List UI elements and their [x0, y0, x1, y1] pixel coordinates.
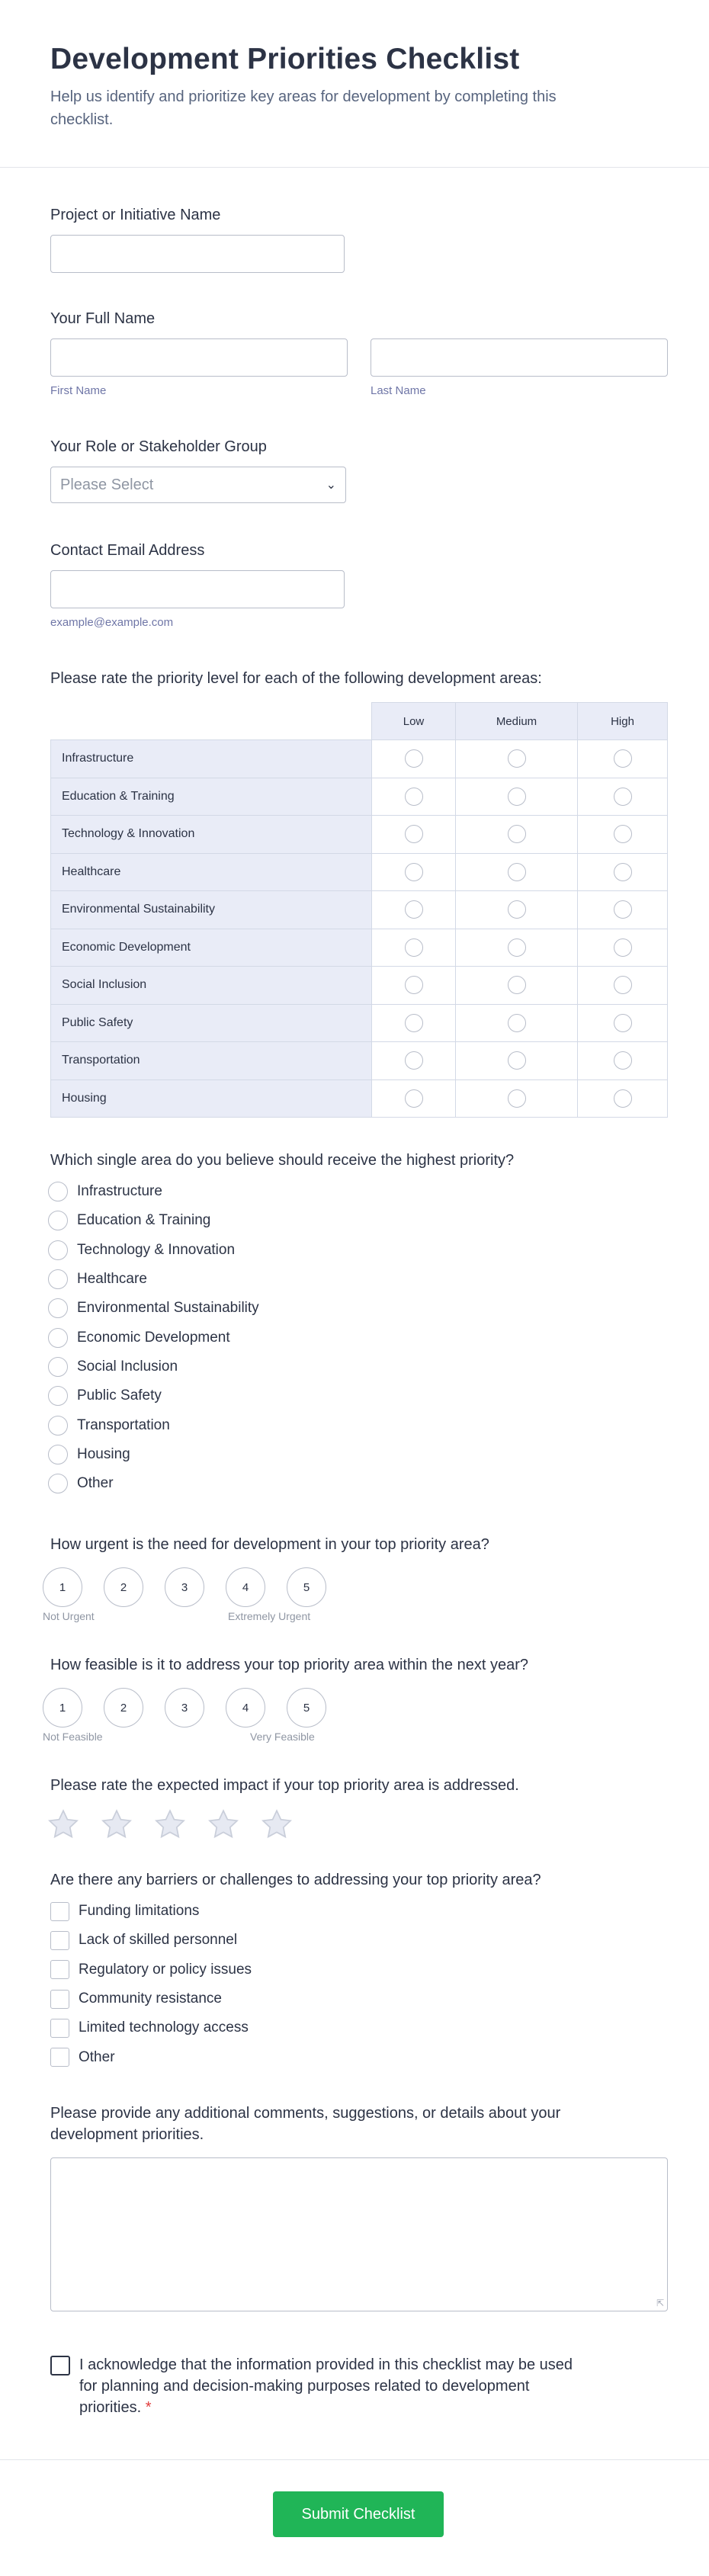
matrix-radio-medium[interactable]: [508, 1051, 526, 1070]
matrix-col-medium: Medium: [456, 703, 578, 740]
barriers-label: Are there any barriers or challenges to addressing your top priority area?: [50, 1872, 541, 1888]
matrix-radio-low[interactable]: [405, 976, 423, 994]
star-icon[interactable]: [154, 1808, 186, 1844]
checkbox[interactable]: [50, 1990, 69, 2009]
top-area-option[interactable]: [48, 1265, 668, 1294]
matrix-row-label: Education & Training: [51, 778, 372, 816]
top-area-option[interactable]: [48, 1469, 668, 1498]
matrix-radio-high[interactable]: [614, 825, 632, 843]
project-input[interactable]: [50, 235, 345, 273]
radio-button[interactable]: [48, 1269, 68, 1289]
matrix-cell: [578, 1004, 668, 1042]
matrix-row-label: Public Safety: [51, 1004, 372, 1042]
matrix-row: [51, 816, 668, 854]
matrix-cell: [372, 853, 456, 891]
matrix-radio-high[interactable]: [614, 976, 632, 994]
full-name-label: Your Full Name: [50, 310, 156, 327]
option-label: Funding limitations: [79, 1903, 200, 1920]
option-label: Other: [77, 1475, 114, 1492]
submit-button[interactable]: Submit Checklist: [273, 2491, 444, 2537]
checkbox[interactable]: [50, 1902, 69, 1921]
option-label: Housing: [77, 1445, 130, 1462]
option-label: Technology & Innovation: [77, 1241, 236, 1258]
urgency-field: [43, 1534, 668, 1625]
matrix-cell: [456, 1042, 578, 1080]
matrix-radio-low[interactable]: [405, 900, 423, 919]
urgency-option[interactable]: 3: [165, 1567, 204, 1607]
barriers-options: [50, 1897, 668, 2072]
matrix-radio-high[interactable]: [614, 938, 632, 957]
matrix-radio-medium[interactable]: [508, 749, 526, 768]
email-field: [50, 540, 345, 629]
barrier-option[interactable]: [50, 1984, 668, 2013]
matrix-cell: [372, 929, 456, 967]
matrix-radio-high[interactable]: [614, 1014, 632, 1032]
matrix-row-label: Housing: [51, 1079, 372, 1118]
acknowledge-field: [50, 2354, 584, 2418]
option-label: Environmental Sustainability: [77, 1300, 259, 1317]
matrix-row: [51, 1079, 668, 1118]
option-label: Infrastructure: [77, 1183, 162, 1200]
feasibility-field: [43, 1654, 668, 1746]
role-select-placeholder: Please Select: [60, 476, 154, 493]
option-label: Lack of skilled personnel: [79, 1932, 238, 1949]
urgency-high-caption: Extremely Urgent: [228, 1610, 311, 1622]
matrix-cell: [578, 740, 668, 778]
matrix-row: [51, 778, 668, 816]
impact-star-rating: [47, 1808, 668, 1844]
matrix-radio-medium[interactable]: [508, 825, 526, 843]
top-area-option[interactable]: [48, 1294, 668, 1323]
barrier-option[interactable]: [50, 1955, 668, 1984]
matrix-cell: [372, 1079, 456, 1118]
matrix-cell: [456, 740, 578, 778]
barrier-option[interactable]: [50, 2042, 668, 2071]
option-label: Social Inclusion: [77, 1358, 178, 1375]
matrix-row-label: Social Inclusion: [51, 967, 372, 1005]
radio-button[interactable]: [48, 1298, 68, 1318]
matrix-label: Please rate the priority level for each of the following development areas:: [50, 670, 542, 687]
top-area-option[interactable]: [48, 1410, 668, 1439]
option-label: Other: [79, 2048, 115, 2065]
option-label: Limited technology access: [79, 2019, 249, 2036]
matrix-cell: [456, 967, 578, 1005]
radio-button[interactable]: [48, 1182, 68, 1201]
feasibility-high-caption: Very Feasible: [250, 1731, 315, 1743]
urgency-option[interactable]: 2: [104, 1567, 143, 1607]
feasibility-option[interactable]: 5: [287, 1688, 326, 1727]
matrix-cell: [456, 778, 578, 816]
form-footer: [0, 2459, 709, 2576]
project-label: Project or Initiative Name: [50, 207, 221, 223]
radio-button[interactable]: [48, 1240, 68, 1260]
comments-textarea[interactable]: [50, 2157, 668, 2311]
matrix-row: [51, 967, 668, 1005]
top-area-option[interactable]: [48, 1236, 668, 1265]
matrix-cell: [578, 816, 668, 854]
matrix-radio-low[interactable]: [405, 1051, 423, 1070]
matrix-row: [51, 929, 668, 967]
matrix-radio-high[interactable]: [614, 749, 632, 768]
page-subtitle: Help us identify and prioritize key areas for development by completing this checklist.: [50, 88, 557, 128]
matrix-cell: [456, 853, 578, 891]
option-label: Healthcare: [77, 1271, 147, 1288]
last-name-sublabel: Last Name: [371, 384, 426, 397]
matrix-row: [51, 1004, 668, 1042]
matrix-row-label: Transportation: [51, 1042, 372, 1080]
matrix-radio-low[interactable]: [405, 788, 423, 806]
matrix-radio-low[interactable]: [405, 863, 423, 881]
matrix-radio-low[interactable]: [405, 1089, 423, 1108]
impact-label: Please rate the expected impact if your top priority area is addressed.: [50, 1777, 519, 1794]
top-area-option[interactable]: [48, 1177, 668, 1206]
matrix-cell: [456, 816, 578, 854]
matrix-row: [51, 891, 668, 929]
radio-button[interactable]: [48, 1211, 68, 1230]
matrix-radio-medium[interactable]: [508, 938, 526, 957]
matrix-radio-medium[interactable]: [508, 900, 526, 919]
priority-matrix: [50, 702, 668, 1118]
feasibility-label: How feasible is it to address your top priority area within the next year?: [50, 1657, 528, 1673]
role-field: [50, 436, 346, 503]
barriers-field: [50, 1869, 668, 2072]
matrix-cell: [372, 1042, 456, 1080]
chevron-down-icon: ⌄: [326, 479, 336, 492]
top-area-option[interactable]: [48, 1440, 668, 1469]
urgency-option[interactable]: 4: [226, 1567, 265, 1607]
resize-grip-icon[interactable]: ⇱: [656, 2298, 664, 2308]
matrix-radio-high[interactable]: [614, 900, 632, 919]
radio-button[interactable]: [48, 1474, 68, 1493]
comments-label: Please provide any additional comments, suggestions, or details about your development priorities.: [50, 2105, 561, 2143]
barrier-option[interactable]: [50, 1926, 668, 1955]
feasibility-option[interactable]: 3: [165, 1688, 204, 1727]
checkbox[interactable]: [50, 2019, 69, 2038]
page-title: Development Priorities Checklist: [50, 43, 520, 75]
urgency-scale: [43, 1567, 668, 1607]
matrix-cell: [456, 1004, 578, 1042]
option-label: Transportation: [77, 1416, 170, 1433]
matrix-radio-medium[interactable]: [508, 863, 526, 881]
feasibility-option[interactable]: 4: [226, 1688, 265, 1727]
checkbox[interactable]: [50, 2048, 69, 2067]
top-area-field: [50, 1150, 668, 1498]
matrix-cell: [456, 929, 578, 967]
role-label: Your Role or Stakeholder Group: [50, 438, 267, 455]
radio-button[interactable]: [48, 1357, 68, 1377]
matrix-corner: [51, 703, 372, 740]
top-area-option[interactable]: [48, 1323, 668, 1352]
impact-field: [50, 1775, 668, 1844]
top-area-option[interactable]: [48, 1206, 668, 1235]
top-area-option[interactable]: [48, 1381, 668, 1410]
matrix-cell: [578, 1079, 668, 1118]
radio-button[interactable]: [48, 1416, 68, 1436]
matrix-cell: [578, 929, 668, 967]
matrix-cell: [456, 891, 578, 929]
matrix-row: [51, 853, 668, 891]
matrix-radio-medium[interactable]: [508, 1014, 526, 1032]
option-label: Community resistance: [79, 1991, 222, 2007]
checkbox[interactable]: [50, 1931, 69, 1950]
barrier-option[interactable]: [50, 2013, 668, 2042]
top-area-label: Which single area do you believe should receive the highest priority?: [50, 1152, 515, 1169]
matrix-row-label: Economic Development: [51, 929, 372, 967]
matrix-col-low: Low: [372, 703, 456, 740]
option-label: Public Safety: [77, 1387, 162, 1404]
matrix-radio-high[interactable]: [614, 863, 632, 881]
radio-button[interactable]: [48, 1445, 68, 1464]
urgency-label: How urgent is the need for development in your top priority area?: [50, 1536, 489, 1553]
urgency-option[interactable]: 1: [43, 1567, 82, 1607]
matrix-cell: [372, 1004, 456, 1042]
option-label: Economic Development: [77, 1329, 230, 1346]
barrier-option[interactable]: [50, 1897, 668, 1926]
matrix-cell: [456, 1079, 578, 1118]
full-name-field: [50, 308, 668, 397]
matrix-radio-medium[interactable]: [508, 788, 526, 806]
email-input[interactable]: [50, 570, 345, 608]
matrix-radio-low[interactable]: [405, 825, 423, 843]
matrix-row-label: Infrastructure: [51, 740, 372, 778]
matrix-radio-low[interactable]: [405, 1014, 423, 1032]
feasibility-option[interactable]: 2: [104, 1688, 143, 1727]
matrix-radio-medium[interactable]: [508, 976, 526, 994]
urgency-low-caption: Not Urgent: [43, 1610, 95, 1622]
option-label: Education & Training: [77, 1212, 211, 1229]
matrix-row-label: Healthcare: [51, 853, 372, 891]
star-icon[interactable]: [47, 1808, 79, 1844]
first-name-input[interactable]: [50, 338, 348, 377]
matrix-radio-high[interactable]: [614, 788, 632, 806]
checkbox[interactable]: [50, 1960, 69, 1979]
project-field: [50, 204, 345, 273]
last-name-input[interactable]: [371, 338, 668, 377]
matrix-radio-low[interactable]: [405, 938, 423, 957]
matrix-cell: [372, 891, 456, 929]
form-header: [0, 0, 709, 168]
matrix-cell: [578, 967, 668, 1005]
matrix-radio-medium[interactable]: [508, 1089, 526, 1108]
matrix-row: [51, 1042, 668, 1080]
matrix-row-label: Environmental Sustainability: [51, 891, 372, 929]
first-name-sublabel: First Name: [50, 384, 107, 397]
matrix-row: [51, 740, 668, 778]
radio-button[interactable]: [48, 1386, 68, 1406]
star-icon[interactable]: [207, 1808, 239, 1844]
email-label: Contact Email Address: [50, 542, 205, 559]
star-icon[interactable]: [261, 1808, 293, 1844]
urgency-option[interactable]: 5: [287, 1567, 326, 1607]
matrix-cell: [372, 778, 456, 816]
matrix-cell: [578, 778, 668, 816]
feasibility-scale: [43, 1688, 668, 1727]
comments-field: [50, 2103, 668, 2311]
matrix-cell: [372, 967, 456, 1005]
matrix-col-high: High: [578, 703, 668, 740]
matrix-radio-high[interactable]: [614, 1089, 632, 1108]
acknowledge-text: I acknowledge that the information provided in this checklist may be used for planning and decision-making purposes related to development priorities.: [79, 2356, 573, 2416]
top-area-option[interactable]: [48, 1352, 668, 1381]
top-area-options: [48, 1177, 668, 1498]
email-hint: example@example.com: [50, 616, 174, 629]
matrix-cell: [578, 1042, 668, 1080]
required-mark: *: [145, 2399, 152, 2416]
matrix-cell: [372, 740, 456, 778]
option-label: Regulatory or policy issues: [79, 1961, 252, 1978]
matrix-cell: [372, 816, 456, 854]
role-select[interactable]: [50, 467, 346, 503]
acknowledge-checkbox[interactable]: [50, 2356, 70, 2376]
radio-button[interactable]: [48, 1328, 68, 1348]
matrix-radio-high[interactable]: [614, 1051, 632, 1070]
matrix-row-label: Technology & Innovation: [51, 816, 372, 854]
feasibility-option[interactable]: 1: [43, 1688, 82, 1727]
star-icon[interactable]: [101, 1808, 133, 1844]
matrix-cell: [578, 891, 668, 929]
matrix-cell: [578, 853, 668, 891]
feasibility-low-caption: Not Feasible: [43, 1731, 103, 1743]
matrix-radio-low[interactable]: [405, 749, 423, 768]
